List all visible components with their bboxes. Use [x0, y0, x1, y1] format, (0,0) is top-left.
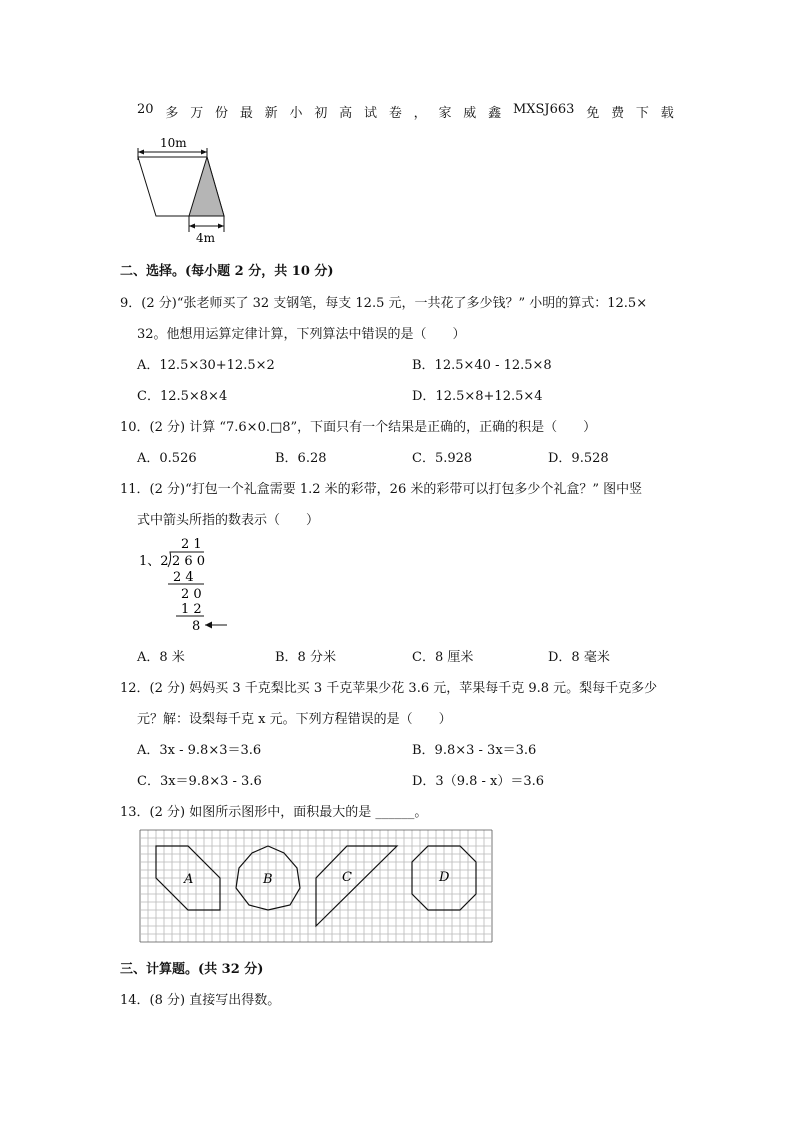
division-quotient: 2 1	[181, 537, 202, 552]
division-step-1: 2 4	[173, 570, 194, 585]
q9-line1: 9．(2 分)“张老师买了 32 支钢笔，每支 12.5 元，一共花了多少钱？” 小明的算式：12.5×	[120, 296, 648, 311]
section-2-title: 二、选择。(每小题 2 分，共 10 分)	[120, 264, 334, 279]
q11-option-a: A．8 米	[137, 650, 185, 665]
header-token: 20	[137, 102, 154, 117]
long-division-figure	[135, 533, 235, 635]
shape-c-label: C	[342, 870, 352, 885]
division-step-3: 1 2	[181, 602, 202, 617]
q11-line2: 式中箭头所指的数表示（ ）	[137, 513, 320, 528]
header-token: 小	[289, 106, 303, 121]
shaded-triangle	[189, 157, 224, 216]
header-token: 免	[586, 106, 600, 121]
header-token: 高	[339, 106, 353, 121]
q9-option-d: D．12.5×8+12.5×4	[412, 389, 543, 404]
q10-option-c: C．5.928	[412, 451, 473, 466]
q12-option-a: A．3x - 9.8×3＝3.6	[137, 743, 262, 758]
header-token: MXSJ663	[512, 102, 575, 117]
q12-option-c: C．3x＝9.8×3 - 3.6	[137, 774, 262, 789]
q12-line1: 12．(2 分) 妈妈买 3 千克梨比买 3 千克苹果少花 3.6 元，苹果每千克 9.8 元。梨每千克多少	[120, 681, 658, 696]
division-step-2: 2 0	[181, 587, 202, 602]
shape-d-label: D	[439, 870, 450, 885]
header-token: 份	[215, 106, 229, 121]
top-length-label: 10m	[160, 136, 187, 150]
header-token: 新	[264, 106, 278, 121]
header-token: 下	[635, 106, 649, 121]
q10-option-d: D．9.528	[548, 451, 609, 466]
grid-shapes-figure	[138, 829, 494, 944]
header-token: 费	[611, 106, 625, 121]
q9-option-c: C．12.5×8×4	[137, 389, 228, 404]
q12-option-b: B．9.8×3 - 3x＝3.6	[412, 743, 537, 758]
header-token: 载	[660, 106, 674, 121]
q9-line2: 32。他想用运算定律计算，下列算法中错误的是（ ）	[137, 327, 466, 342]
shape-b-label: B	[263, 872, 273, 887]
bottom-length-label: 4m	[196, 231, 216, 245]
division-remainder: 8	[192, 619, 201, 634]
header-token: 试	[363, 106, 377, 121]
header-token: 鑫	[488, 106, 502, 121]
q10-line1: 10．(2 分) 计算 “7.6×0.□8”，下面只有一个结果是正确的，正确的积是（ ）	[120, 420, 597, 435]
q12-option-d: D．3（9.8 - x）＝3.6	[412, 774, 545, 789]
header-token: 威	[463, 106, 477, 121]
arrowhead-bl	[189, 224, 195, 229]
q10-option-a: A．0.526	[137, 451, 197, 466]
pointer-arrowhead	[205, 622, 212, 629]
trapezoid-figure	[130, 132, 240, 247]
q11-option-d: D．8 毫米	[548, 650, 610, 665]
arrowhead-br	[218, 224, 224, 229]
arrowhead-left	[138, 150, 144, 155]
q11-option-b: B．8 分米	[275, 650, 336, 665]
header-token: 家	[438, 106, 452, 121]
q10-option-b: B．6.28	[275, 451, 327, 466]
q11-line1: 11．(2 分)“打包一个礼盒需要 1.2 米的彩带，26 米的彩带可以打包多少个礼盒？” 图中竖	[120, 482, 643, 497]
shape-a-label: A	[184, 872, 194, 887]
q9-option-a: A．12.5×30+12.5×2	[137, 358, 275, 373]
header-token: 最	[239, 106, 253, 121]
header-token: ，	[413, 106, 427, 121]
division-dividend: 2 6 0	[172, 554, 206, 569]
arrowhead-right	[201, 150, 207, 155]
q12-line2: 元？解：设梨每千克 x 元。下列方程错误的是（ ）	[137, 712, 452, 727]
header-token: 多	[165, 106, 179, 121]
header-token: 万	[190, 106, 204, 121]
section-3-title: 三、计算题。(共 32 分)	[120, 962, 264, 977]
q13-line1: 13．(2 分) 如图所示图形中，面积最大的是 ______。	[120, 805, 428, 820]
header-banner	[137, 102, 674, 121]
header-token: 初	[314, 106, 328, 121]
q11-option-c: C．8 厘米	[412, 650, 474, 665]
q9-option-b: B．12.5×40 - 12.5×8	[412, 358, 552, 373]
q14-line1: 14．(8 分) 直接写出得数。	[120, 993, 281, 1008]
header-token: 卷	[388, 106, 402, 121]
division-divisor: 1、2	[139, 554, 169, 569]
